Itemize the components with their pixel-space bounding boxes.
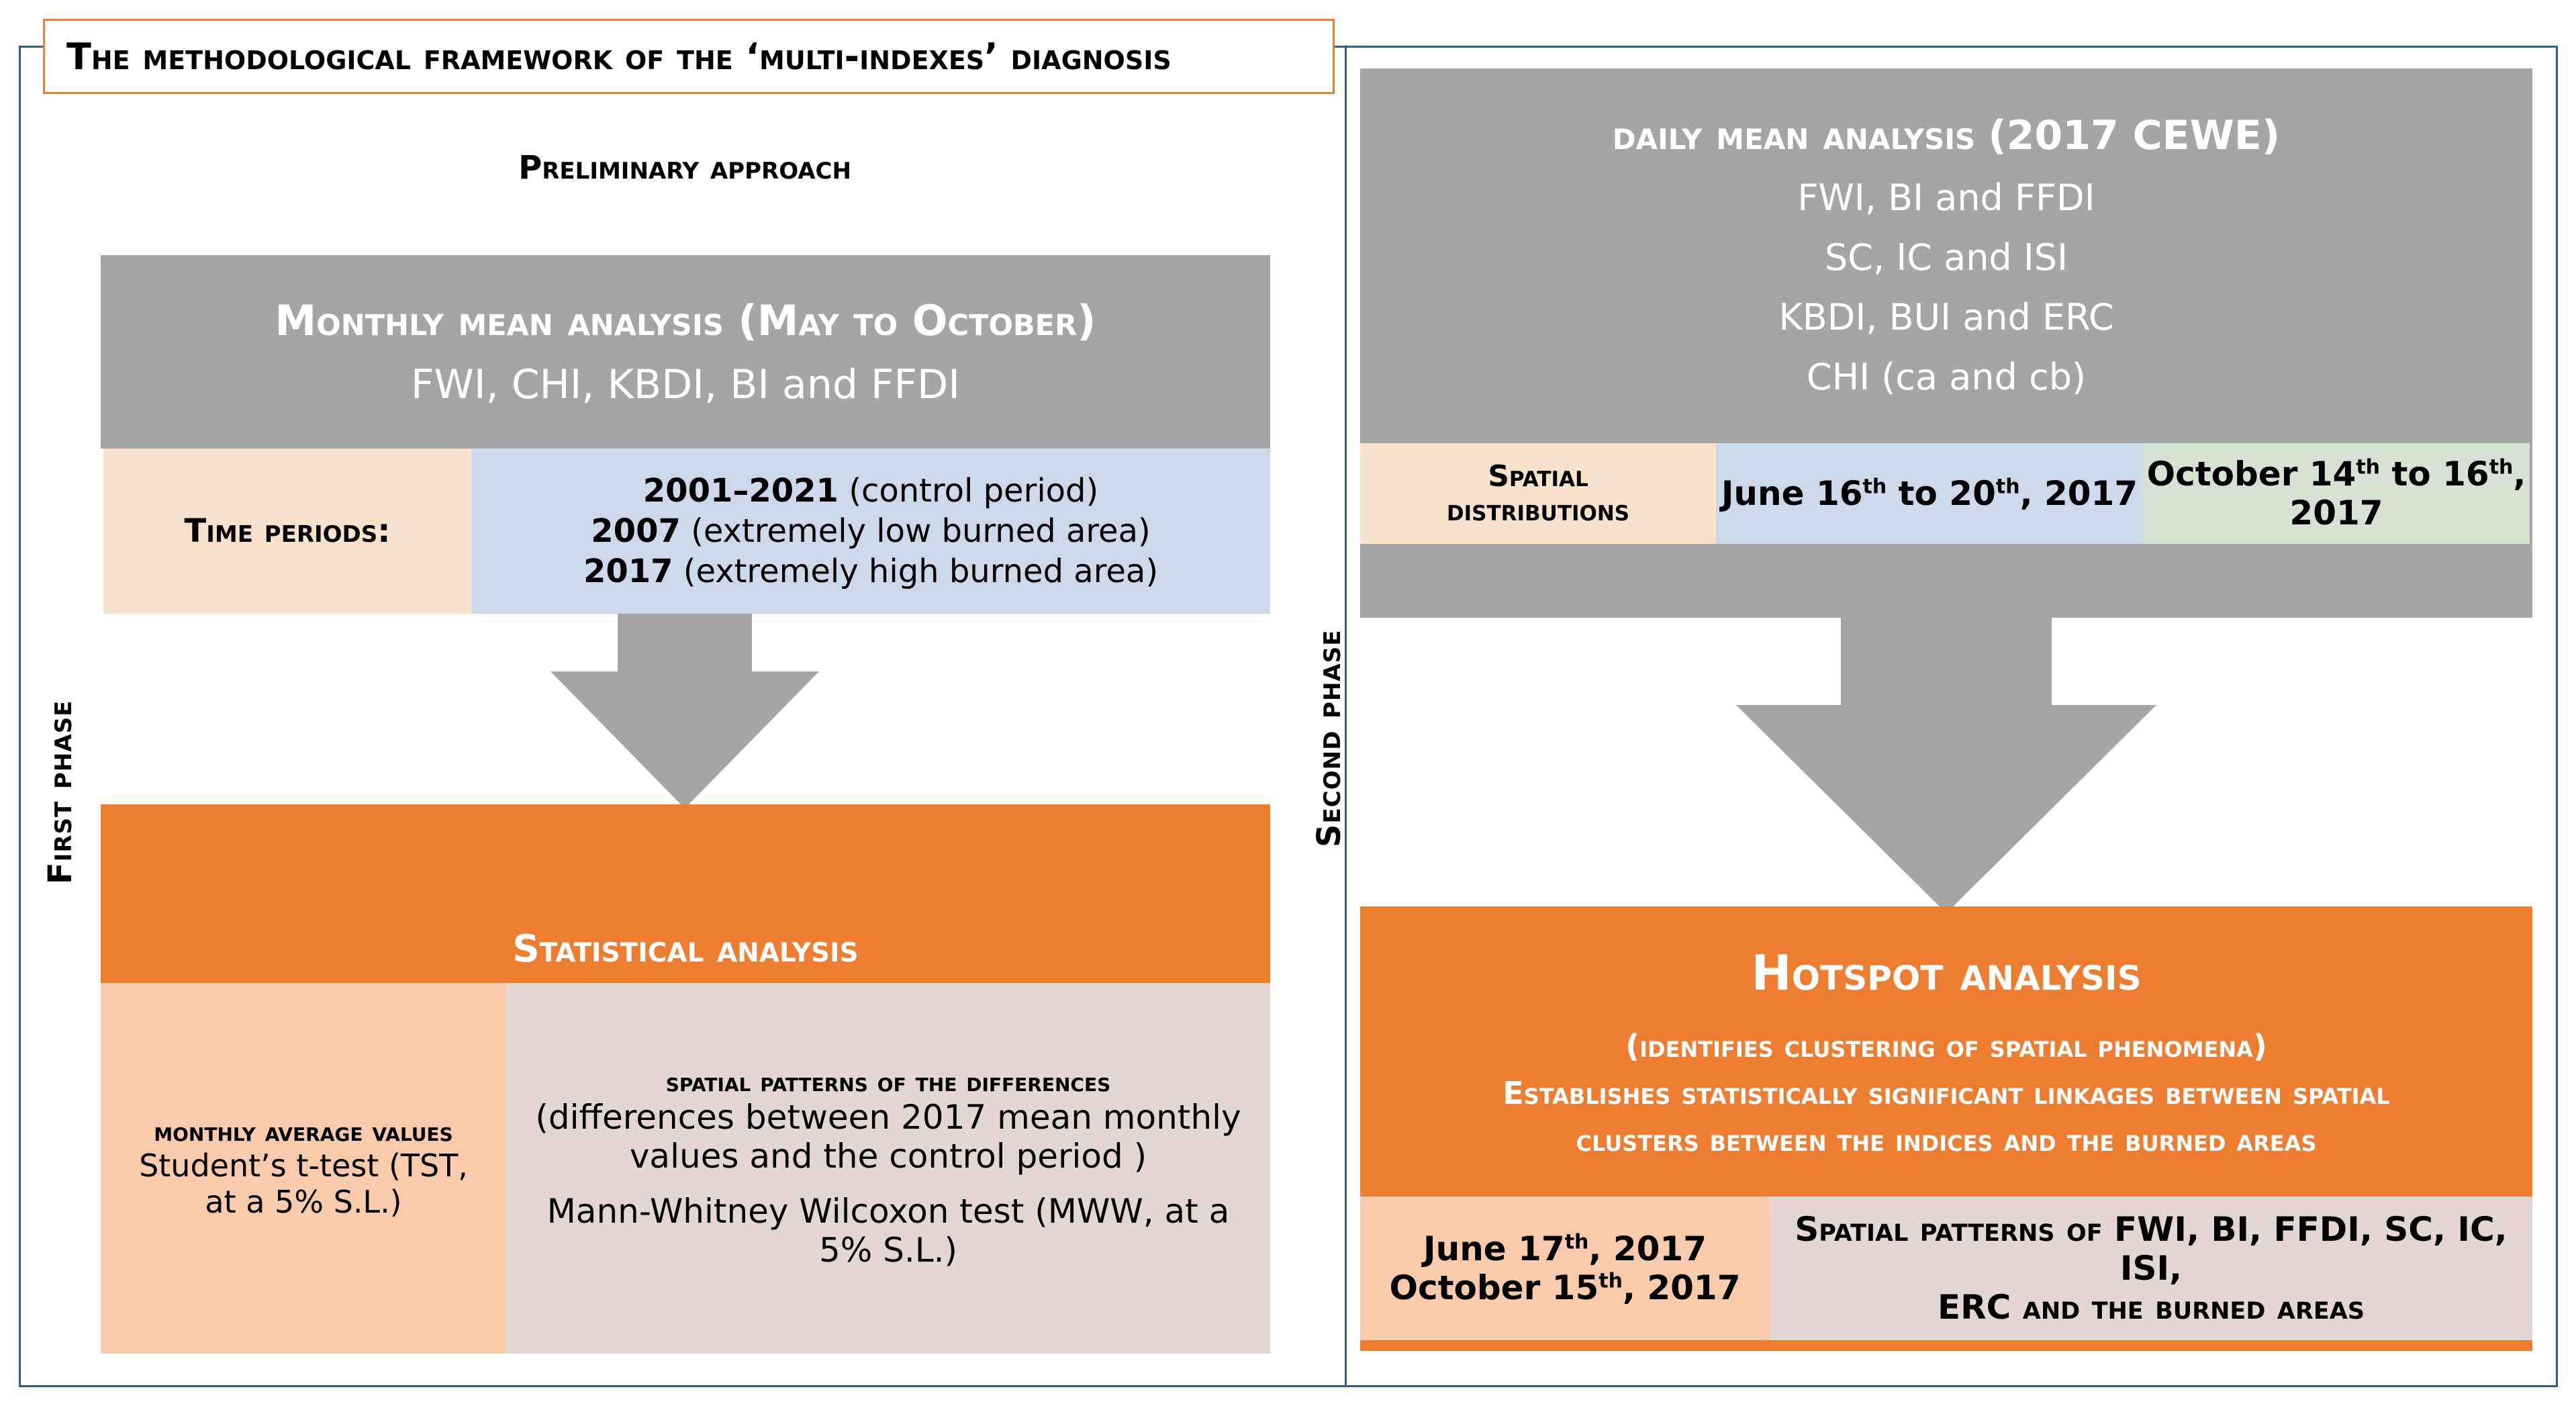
hotspot-line-1: (identifies clustering of spatial phenomena) [1625,1028,2267,1064]
spatial-differences-title: spatial patterns of the differences [665,1067,1111,1098]
hotspot-date-2: October 15th, 2017 [1389,1268,1741,1307]
period-row-1: 2001–2021 (control period) [642,472,1099,510]
down-arrow-second-phase [1736,618,2156,913]
diagram-title: The methodological framework of the ‘multi-indexes’ diagnosis [43,19,1335,94]
period-row-2: 2007 (extremely low burned area) [591,512,1151,550]
hotspot-line-3: clusters between the indices and the burned areas [1576,1122,2317,1158]
time-periods-box [471,449,1270,614]
daily-mean-content [1360,74,2532,436]
daily-indices-4: CHI (ca and cb) [1806,356,2087,398]
hotspot-patterns-box: Spatial patterns of FWI, BI, FFDI, SC, IC, ISI, ERC and the burned areas [1770,1197,2532,1340]
monthly-mean-indices: FWI, CHI, KBDI, BI and FFDI [411,361,960,408]
monthly-mean-heading: Monthly mean analysis (May to October) [275,295,1096,345]
daily-indices-2: SC, IC and ISI [1825,236,2068,279]
hotspot-date-1: June 17th, 2017 [1423,1229,1707,1268]
down-arrow-first-phase [551,614,819,808]
daily-indices-1: FWI, BI and FFDI [1797,177,2095,219]
preliminary-approach: Preliminary approach [518,149,851,187]
october-period-box: October 14th to 16th, 2017 [2143,443,2530,544]
first-phase-label: First phase [42,700,79,885]
monthly-average-title: monthly average values [154,1117,453,1147]
june-period-box: June 16th to 20th, 2017 [1716,443,2143,544]
differences-text: (differences between 2017 mean monthly values and the control period ) [535,1098,1241,1176]
tst-text: Student’s t-test (TST, at a 5% S.L.) [139,1147,468,1220]
hotspot-dates-box [1360,1197,1770,1340]
second-phase-label: Second phase [1310,629,1348,848]
spatial-distributions-label: Spatial distributions [1360,443,1716,544]
hotspot-analysis-box [1360,906,2532,1197]
statistical-analysis-heading: Statistical analysis [101,804,1270,983]
spatial-differences-box [506,983,1270,1354]
monthly-mean-box [101,255,1270,449]
hotspot-line-2: Establishes statistically significant linkages between spatial [1502,1075,2390,1111]
time-periods-label: Time periods: [103,449,471,614]
hotspot-heading: Hotspot analysis [1751,945,2142,1001]
period-row-3: 2017 (extremely high burned area) [583,553,1159,590]
daily-indices-3: KBDI, BUI and ERC [1778,296,2114,338]
mww-text: Mann-Whitney Wilcoxon test (MWW, at a 5% S.L.) [546,1192,1230,1270]
hotspot-bottom-bar [1360,1340,2532,1351]
daily-mean-heading: daily mean analysis (2017 CEWE) [1612,112,2281,159]
monthly-average-box [101,983,506,1354]
